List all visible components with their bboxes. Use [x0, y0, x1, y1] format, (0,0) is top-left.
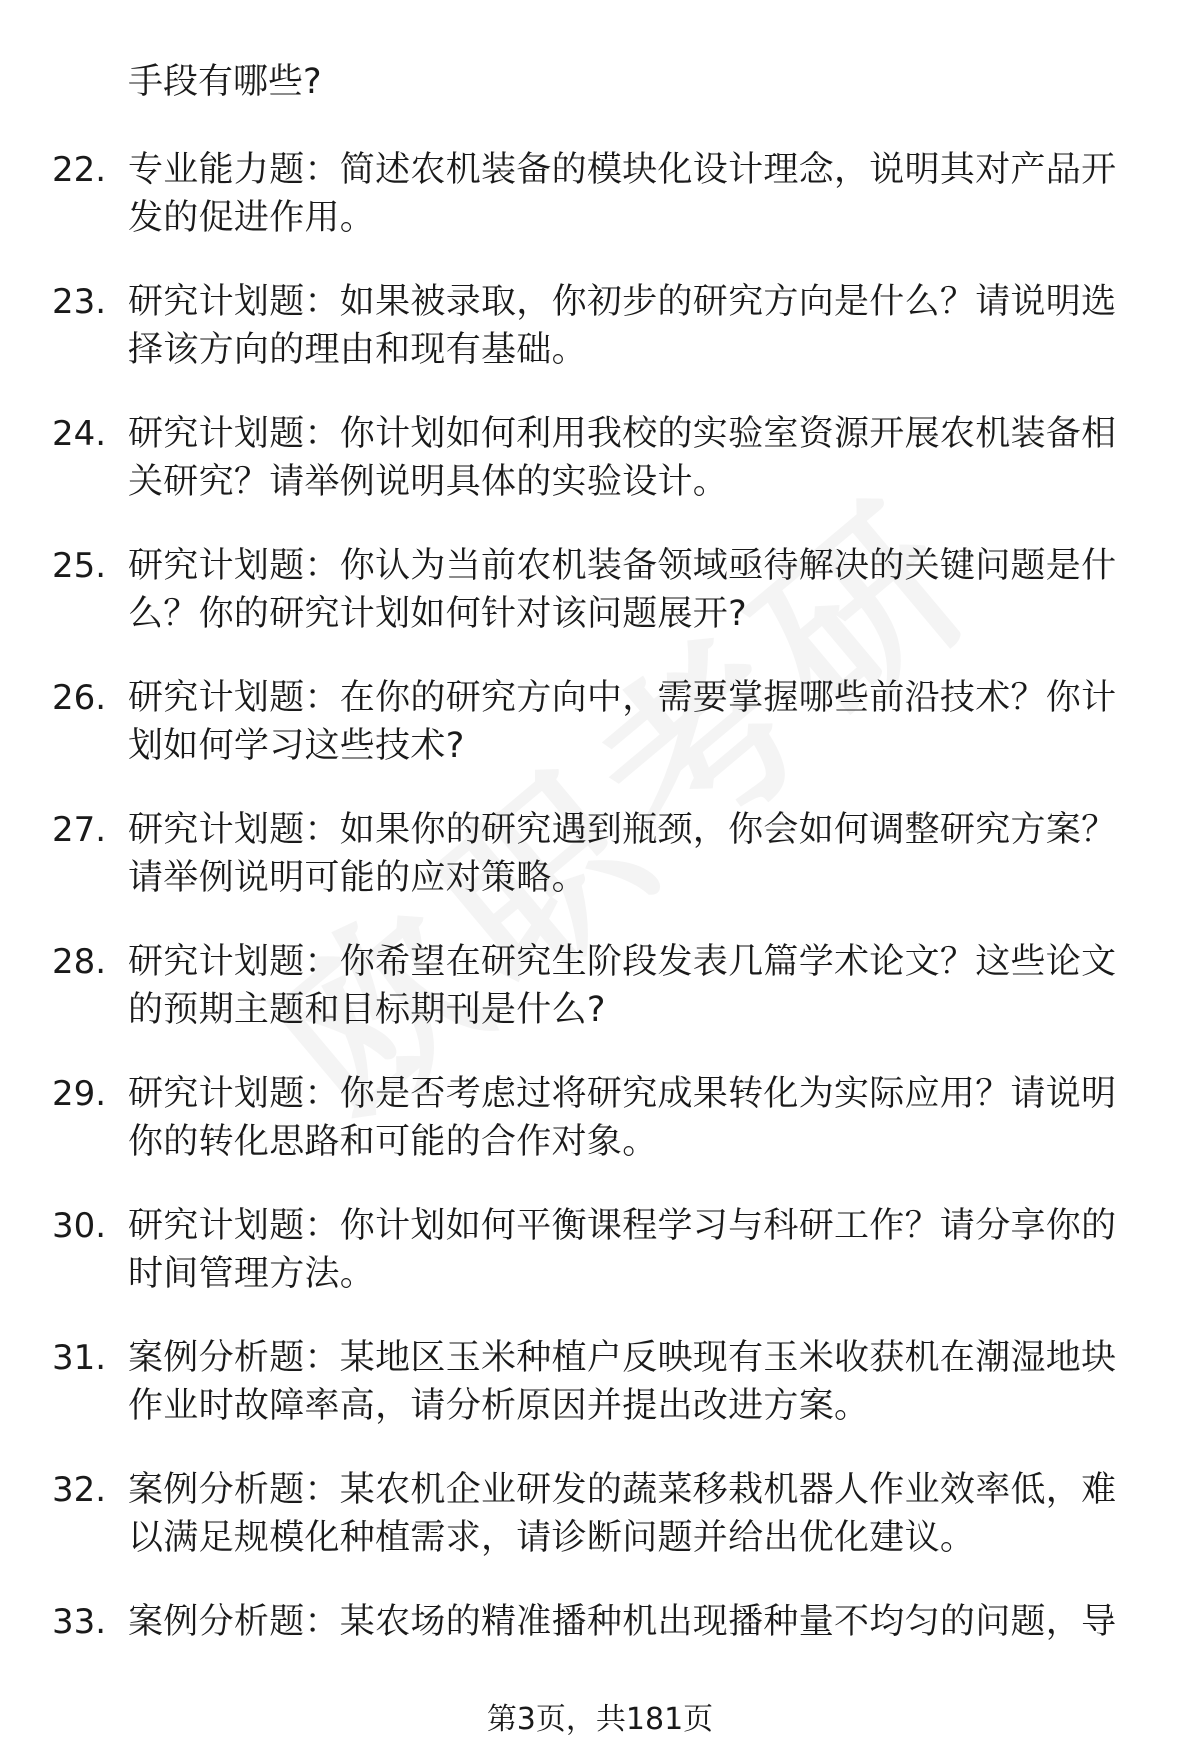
- question-text: 研究计划题：在你的研究方向中，需要掌握哪些前沿技术？你计划如何学习这些技术?: [128, 678, 1117, 766]
- question-list: [0, 126, 1200, 1710]
- question-number: 28.: [52, 942, 107, 982]
- question-number: 32.: [52, 1470, 107, 1510]
- question-number: 27.: [52, 810, 107, 850]
- question-text: 专业能力题：简述农机装备的模块化设计理念，说明其对产品开发的促进作用。: [128, 150, 1117, 238]
- list-item: [0, 918, 1200, 1050]
- question-text: 案例分析题：某地区玉米种植户反映现有玉米收获机在潮湿地块作业时故障率高，请分析原因并提出改进方案。: [128, 1338, 1117, 1426]
- list-item: [0, 1446, 1200, 1578]
- question-text: 研究计划题：你希望在研究生阶段发表几篇学术论文？这些论文的预期主题和目标期刊是什么?: [128, 942, 1117, 1030]
- question-text: 研究计划题：你认为当前农机装备领域亟待解决的关键问题是什么？你的研究计划如何针对该问题展开?: [128, 546, 1117, 634]
- question-number: 31.: [52, 1338, 107, 1378]
- list-item: [0, 258, 1200, 390]
- question-number: 24.: [52, 414, 107, 454]
- question-text: 案例分析题：某农机企业研发的蔬菜移栽机器人作业效率低，难以满足规模化种植需求，请诊断问题并给出优化建议。: [128, 1470, 1117, 1558]
- list-item: [0, 786, 1200, 918]
- question-number: 29.: [52, 1074, 107, 1114]
- question-number: 33.: [52, 1602, 107, 1642]
- list-item: [0, 126, 1200, 258]
- question-number: 26.: [52, 678, 107, 718]
- list-item: [0, 1314, 1200, 1446]
- question-text: 研究计划题：如果你的研究遇到瓶颈，你会如何调整研究方案？请举例说明可能的应对策略。: [128, 810, 1117, 898]
- question-text: 案例分析题：某农场的精准播种机出现播种量不均匀的问题，导: [128, 1602, 1117, 1642]
- page-footer: 第3页，共181页: [486, 1702, 714, 1737]
- list-item: [0, 1050, 1200, 1182]
- list-item: [0, 390, 1200, 522]
- list-item: [0, 1578, 1200, 1710]
- list-item: [0, 654, 1200, 786]
- continuation-text: 手段有哪些?: [128, 62, 322, 102]
- question-text: 研究计划题：你是否考虑过将研究成果转化为实际应用？请说明你的转化思路和可能的合作对象。: [128, 1074, 1117, 1162]
- list-item: [0, 522, 1200, 654]
- question-number: 25.: [52, 546, 107, 586]
- question-text: 研究计划题：你计划如何平衡课程学习与科研工作？请分享你的时间管理方法。: [128, 1206, 1117, 1294]
- question-text: 研究计划题：你计划如何利用我校的实验室资源开展农机装备相关研究？请举例说明具体的实验设计。: [128, 414, 1117, 502]
- question-number: 22.: [52, 150, 107, 190]
- list-item: [0, 1182, 1200, 1314]
- question-number: 30.: [52, 1206, 107, 1246]
- question-number: 23.: [52, 282, 107, 322]
- question-text: 研究计划题：如果被录取，你初步的研究方向是什么？请说明选择该方向的理由和现有基础。: [128, 282, 1117, 370]
